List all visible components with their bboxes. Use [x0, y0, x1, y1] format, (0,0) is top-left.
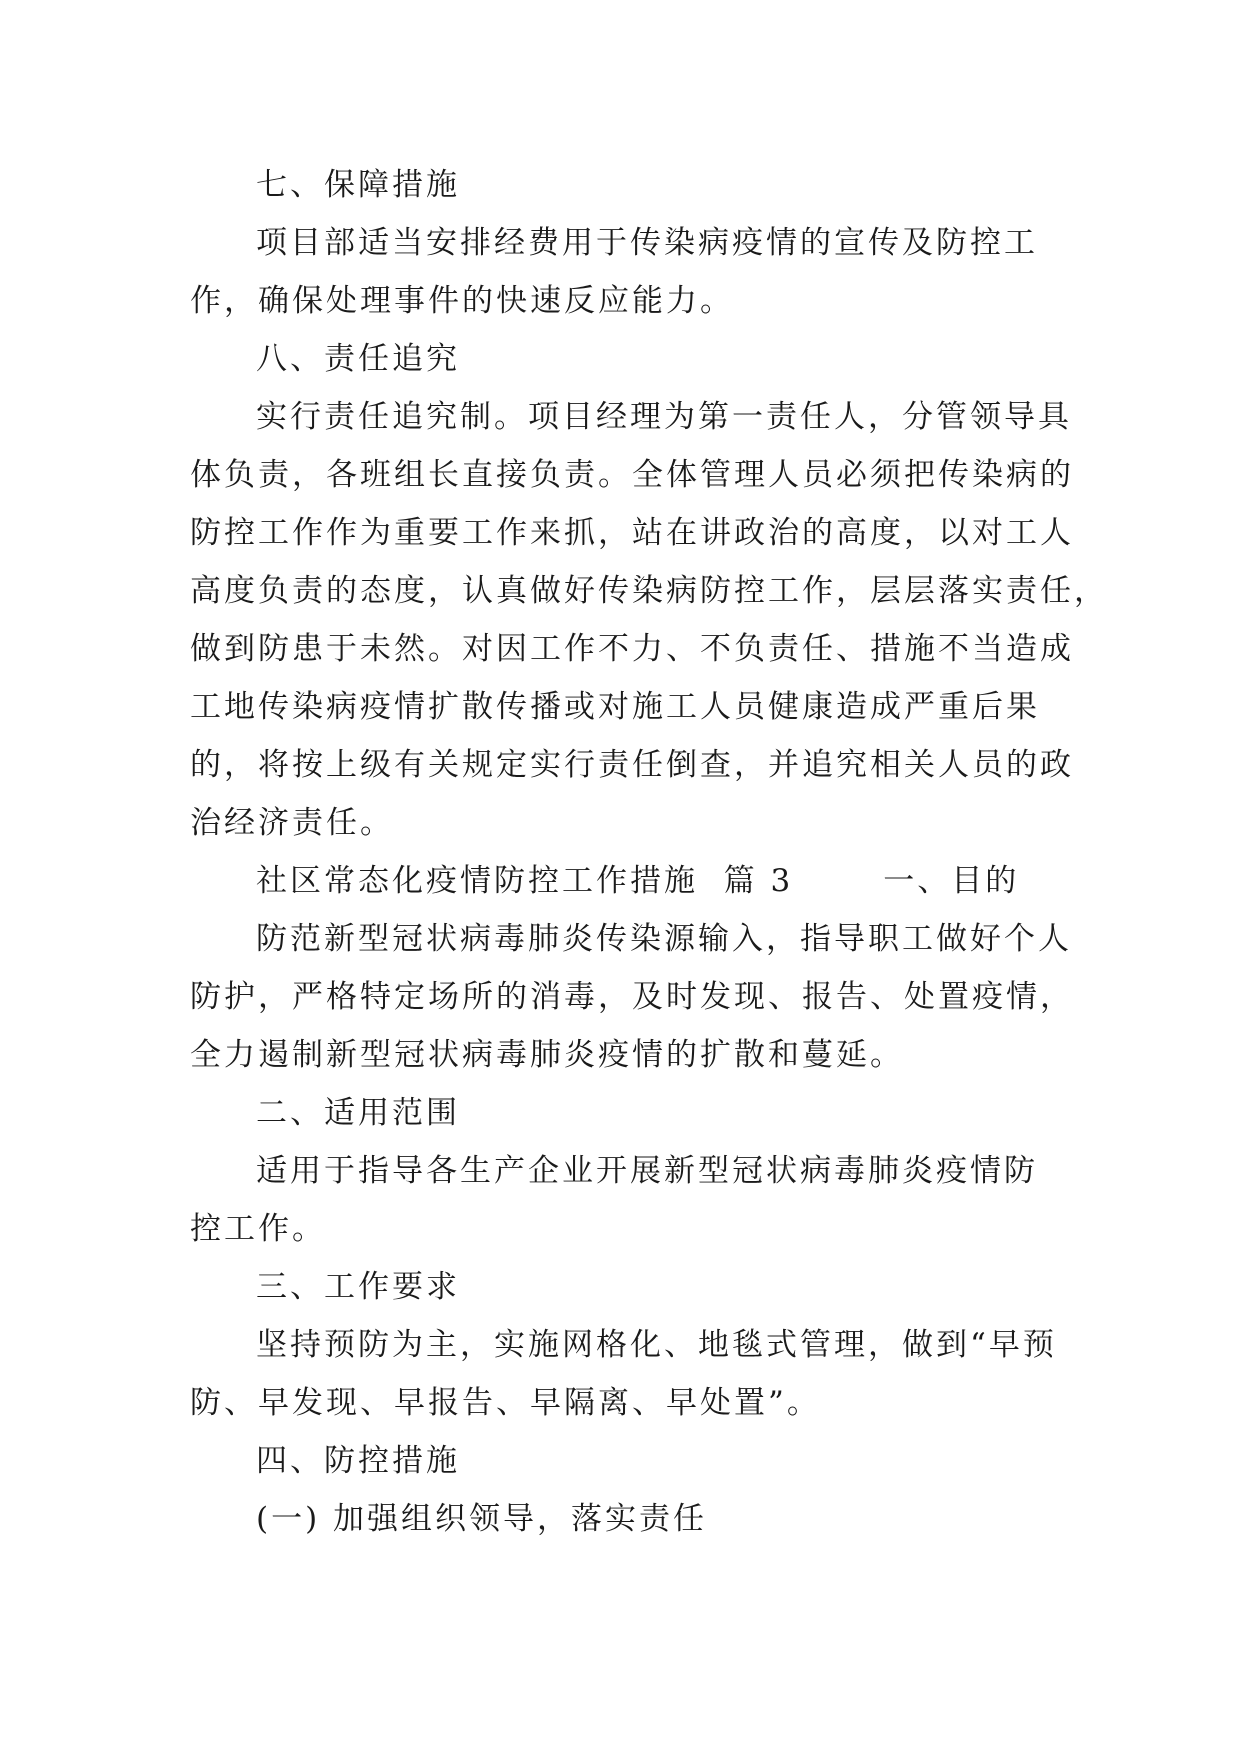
heading-prevention-measures: 四、防控措施	[256, 1443, 460, 1479]
subheading-organization: (一) 加强组织领导，落实责任	[256, 1501, 708, 1537]
paragraph-line: 适用于指导各生产企业开展新型冠状病毒肺炎疫情防	[256, 1153, 1038, 1189]
heading-accountability: 八、责任追究	[256, 341, 460, 377]
paragraph-line: 防护，严格特定场所的消毒，及时发现、报告、处置疫情，	[190, 979, 1074, 1015]
paragraph-line: 治经济责任。	[190, 805, 394, 841]
heading-safeguard-measures: 七、保障措施	[256, 167, 460, 203]
paragraph-line: 防范新型冠状病毒肺炎传染源输入，指导职工做好个人	[256, 921, 1072, 957]
paragraph-line: 实行责任追究制。项目经理为第一责任人，分管领导具	[256, 399, 1072, 435]
heading-work-requirements: 三、工作要求	[256, 1269, 460, 1305]
paragraph-line: 工地传染病疫情扩散传播或对施工人员健康造成严重后果	[190, 689, 1040, 725]
paragraph-line: 防、早发现、早报告、早隔离、早处置”。	[190, 1385, 821, 1421]
paragraph-line: 作，确保处理事件的快速反应能力。	[190, 283, 734, 319]
paragraph-line: 体负责，各班组长直接负责。全体管理人员必须把传染病的	[190, 457, 1074, 493]
paragraph-line: 控工作。	[190, 1211, 326, 1247]
paragraph-line: 高度负责的态度，认真做好传染病防控工作，层层落实责任，	[190, 573, 1108, 609]
paragraph-line: 坚持预防为主，实施网格化、地毯式管理，做到“早预	[256, 1327, 1057, 1363]
section-title-part-3: 社区常态化疫情防控工作措施 篇 3 一、目的	[256, 863, 1020, 899]
paragraph-line: 全力遏制新型冠状病毒肺炎疫情的扩散和蔓延。	[190, 1037, 904, 1073]
heading-scope: 二、适用范围	[256, 1095, 460, 1131]
paragraph-line: 项目部适当安排经费用于传染病疫情的宣传及防控工	[256, 225, 1038, 261]
paragraph-line: 防控工作作为重要工作来抓，站在讲政治的高度，以对工人	[190, 515, 1074, 551]
paragraph-line: 的，将按上级有关规定实行责任倒查，并追究相关人员的政	[190, 747, 1074, 783]
paragraph-line: 做到防患于未然。对因工作不力、不负责任、措施不当造成	[190, 631, 1074, 667]
